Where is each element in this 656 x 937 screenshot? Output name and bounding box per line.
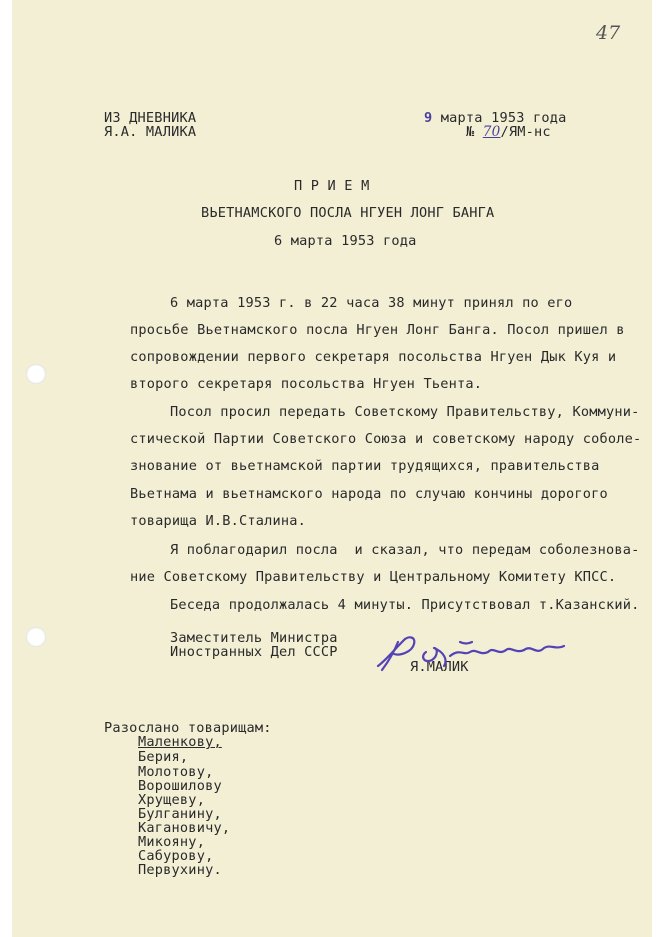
p1-line-2: просьбе Вьетнамского посла Нгуен Лонг Банга. Посол пришел в [130,322,625,338]
p1-line-1: 6 марта 1953 г. в 22 часа 38 минут принял по его [170,295,573,311]
handwritten-signature [364,630,574,680]
distribution-name: Первухину. [138,862,222,878]
p3-line-1: Я поблагодарил посла и сказал, что передам соболезнова- [170,542,640,558]
page-number: 47 [596,22,621,44]
date-day: 9 [424,110,433,126]
distribution-name: Хрущеву, [138,792,206,808]
distribution-name: Молотову, [138,764,214,780]
punch-hole-bottom [26,627,46,647]
date-rest: марта 1953 года [432,110,567,126]
ref-number: 70 [482,124,501,140]
document-page [12,0,652,937]
distribution-name: Микояну, [138,834,206,850]
title-line-1: П Р И Е М [294,178,370,194]
distribution-heading: Разослано товарищам: [104,720,272,736]
distribution-name: Маленкову, [138,734,222,750]
ref-suffix: /ЯМ-нс [500,124,551,140]
diary-line-2: Я.А. МАЛИКА [104,124,197,140]
p4-line-1: Беседа продолжалась 4 минуты. Присутствовал т.Казанский. [170,597,640,613]
distribution-name: Сабурову, [138,848,214,864]
ref-prefix: № [466,124,483,140]
punch-hole-top [26,364,46,384]
title-line-2: ВЬЕТНАМСКОГО ПОСЛА НГУЕН ЛОНГ БАНГА [201,205,495,221]
title-line-3: 6 марта 1953 года [274,233,417,249]
signatory-name: Я.МАЛИК [410,659,469,675]
document-ref [466,124,551,140]
p2-line-1: Посол просил передать Советскому Правительству, Коммуни- [170,404,640,420]
distribution-name: Булганину, [138,806,222,822]
signatory-title-1: Заместитель Министра [170,630,338,646]
signatory-title-2: Иностранных Дел СССР [170,644,338,660]
p2-line-2: стической Партии Советского Союза и советскому народу соболе- [130,431,642,447]
p2-line-3: знование от вьетнамской партии трудящихся, правительства [130,458,600,474]
p1-line-3: сопровождении первого секретаря посольства Нгуен Дык Куя и [130,349,617,365]
p1-line-4: второго секретаря посольства Нгуен Тьента. [130,376,483,392]
p2-line-5: товарища И.В.Сталина. [130,513,307,529]
p3-line-2: ние Советскому Правительству и Центральному Комитету КПСС. [130,569,617,585]
distribution-name: Берия, [138,749,189,765]
distribution-name: Ворошилову [138,778,222,794]
p2-line-4: Вьетнама и вьетнамского народа по случаю кончины дорогого [130,486,608,502]
diary-line-1: ИЗ ДНЕВНИКА [104,110,197,126]
distribution-name: Кагановичу, [138,820,231,836]
